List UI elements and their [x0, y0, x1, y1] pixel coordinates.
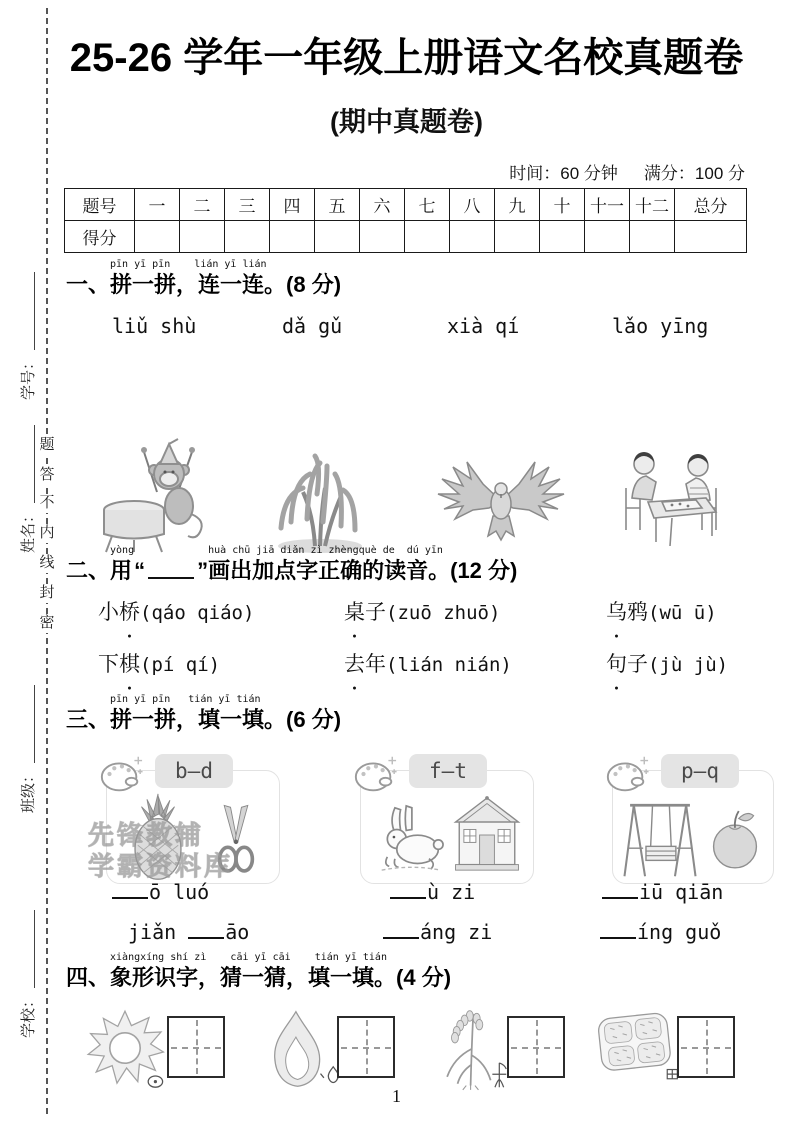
margin-name: [16, 393, 38, 553]
q2-word-pre: 下: [98, 653, 119, 676]
header-cell: 十: [540, 189, 585, 221]
page-subtitle: (期中真题卷): [330, 107, 483, 137]
q3-score: (6 分): [286, 707, 342, 732]
score-cell[interactable]: [495, 221, 540, 253]
page-number: 1: [392, 1086, 401, 1106]
q3-pinyin: pīn yī pīn tián yī tián: [110, 694, 261, 705]
house-image: [450, 792, 524, 878]
score-cell[interactable]: [585, 221, 630, 253]
q2-item-wuya: [606, 596, 717, 626]
q2-dotted-char: 句 ●: [606, 648, 627, 678]
score-cell[interactable]: [405, 221, 450, 253]
q3-blank[interactable]: [602, 880, 723, 904]
q3-blank[interactable]: [112, 880, 209, 904]
q1-score: (8 分): [286, 272, 342, 297]
q2-options[interactable]: (qáo qiáo): [140, 602, 255, 624]
class-label: 班级：: [19, 767, 37, 813]
q2-dotted-char: 去 ●: [344, 648, 365, 678]
q3-blank-text: íng guǒ: [637, 920, 722, 944]
q3-chip-pq: p—q: [661, 754, 739, 788]
q3-header: [66, 695, 341, 732]
header-cell: 十一: [585, 189, 630, 221]
pineapple-image: [128, 792, 188, 882]
q2-item-xiaoqiao: [98, 596, 254, 626]
q3-blank-pre: jiǎn: [128, 920, 189, 944]
header-cell: 二: [180, 189, 225, 221]
q2-quote-blank-line[interactable]: [148, 573, 194, 579]
field-pictograph-image: [595, 1010, 679, 1082]
q2-item-qunian: [344, 648, 512, 678]
q4-score: (4 分): [396, 965, 452, 990]
q2-word-post: 子: [627, 653, 648, 676]
seal-char: 线: [39, 554, 55, 571]
student-id-label: 学号：: [19, 354, 37, 400]
rabbit-image: [374, 804, 446, 872]
q2-options[interactable]: (zuō zhuō): [386, 602, 501, 624]
q3-blank-text: ō luó: [149, 880, 210, 904]
q2-word-pre: 小: [98, 601, 119, 624]
willow-tree-image[interactable]: [264, 436, 376, 554]
score-table-score-row: [65, 221, 747, 253]
writing-grid-box[interactable]: [337, 1016, 395, 1078]
q2-options[interactable]: (pí qí): [140, 654, 221, 676]
q3-blank-text: iū qiān: [639, 880, 724, 904]
swing-image: [620, 794, 700, 880]
q1-word-xiaqi[interactable]: xià qí: [447, 314, 520, 338]
q2-number: 二、: [66, 558, 111, 583]
q2-word-post: 鸦: [627, 601, 648, 624]
exam-info-line: [509, 159, 745, 184]
header-cell: 八: [450, 189, 495, 221]
q1-title: 拼一拼，连一连。: [110, 272, 287, 297]
score-cell[interactable]: [675, 221, 747, 253]
header-cell: 题号: [65, 189, 135, 221]
margin-student-id: [16, 240, 38, 400]
q2-dotted-char: 桥 ●: [119, 596, 140, 626]
score-cell[interactable]: [180, 221, 225, 253]
q3-chip-ft: f—t: [409, 754, 487, 788]
q3-blank-text: ù zi: [427, 880, 476, 904]
q4-pinyin: xiàngxíng shí zì cāi yī cāi tián yī tián: [110, 952, 387, 963]
seal-char: 密: [39, 614, 55, 631]
q1-header: [66, 260, 341, 297]
q3-title: 拼一拼，填一填。: [110, 707, 287, 732]
monkey-drum-image[interactable]: [86, 426, 234, 554]
q2-quote-close: ”: [197, 558, 209, 583]
writing-grid-box[interactable]: [677, 1016, 735, 1078]
writing-grid-box[interactable]: [507, 1016, 565, 1078]
palette-icon: [98, 751, 144, 797]
palette-icon: [352, 751, 398, 797]
margin-class: [16, 653, 38, 813]
watermark-line1: 先锋教辅: [88, 820, 205, 850]
q2-title: 画出加点字正确的读音。: [208, 558, 451, 583]
score-cell[interactable]: [315, 221, 360, 253]
q3-blank[interactable]: [383, 920, 492, 944]
q3-blank[interactable]: [128, 920, 249, 944]
scissors-image: [212, 800, 260, 880]
score-cell[interactable]: [630, 221, 675, 253]
eagle-image[interactable]: [430, 446, 572, 548]
watermark-line2: 学霸资料库: [88, 851, 234, 882]
q2-pinyin-yong: yòng: [110, 545, 135, 556]
header-cell: 四: [270, 189, 315, 221]
margin-school: [16, 878, 38, 1038]
header-cell: 六: [360, 189, 405, 221]
writing-grid-box[interactable]: [167, 1016, 225, 1078]
header-cell: 总分: [675, 189, 747, 221]
q2-options[interactable]: (wū ū): [648, 602, 717, 624]
header-cell: 九: [495, 189, 540, 221]
q3-blank[interactable]: [390, 880, 475, 904]
header-cell: 三: [225, 189, 270, 221]
q1-word-liushu[interactable]: liǔ shù: [112, 314, 197, 338]
school-label: 学校：: [19, 992, 37, 1038]
palette-icon: [604, 751, 650, 797]
q2-dotted-char: 乌 ●: [606, 596, 627, 626]
student-id-blank-line[interactable]: [20, 272, 35, 350]
q1-pinyin: pīn yī pīn lián yī lián: [110, 259, 267, 270]
score-cell[interactable]: [270, 221, 315, 253]
score-cell[interactable]: [360, 221, 405, 253]
q2-score: (12 分): [450, 558, 518, 583]
q3-blank[interactable]: [600, 920, 721, 944]
q2-word-post: 子: [365, 601, 386, 624]
q2-pinyin-rest: huà chū jiā diǎn zì zhèngquè de dú yīn: [208, 545, 443, 556]
time-limit: 时间：60 分钟: [509, 164, 618, 183]
q4-number: 四、: [66, 965, 111, 990]
q1-word-dagu[interactable]: dǎ gǔ: [282, 314, 343, 338]
page-title: 25-26 学年一年级上册语文名校真题卷: [69, 36, 744, 80]
score-cell[interactable]: [450, 221, 495, 253]
class-blank-line[interactable]: [20, 685, 35, 763]
header-cell: 七: [405, 189, 450, 221]
seal-char: 题: [39, 436, 55, 453]
score-table-header-row: [65, 189, 747, 221]
q2-item-zhuozi: [344, 596, 500, 626]
seal-char: 封: [39, 584, 55, 601]
score-cell[interactable]: [225, 221, 270, 253]
score-cell[interactable]: [540, 221, 585, 253]
score-table: [64, 188, 747, 253]
q3-blank-text: āo: [225, 920, 250, 944]
q2-word-yong: 用: [110, 558, 133, 583]
q4-title: 象形识字，猜一猜，填一填。: [110, 965, 397, 990]
q1-number: 一、: [66, 272, 111, 297]
sun-pictograph-image: [85, 1008, 165, 1092]
q2-options[interactable]: (jù jù): [648, 654, 729, 676]
q2-dotted-char: 桌 ●: [344, 596, 365, 626]
seal-char: 不: [39, 494, 55, 511]
score-row-label: 得分: [65, 221, 135, 253]
q2-item-xiaqi: [98, 648, 220, 678]
header-cell: 一: [135, 189, 180, 221]
q2-options[interactable]: (lián nián): [386, 654, 512, 676]
q1-word-laoying[interactable]: lǎo yīng: [612, 314, 709, 338]
name-label: 姓名：: [19, 507, 37, 553]
header-cell: 五: [315, 189, 360, 221]
name-blank-line[interactable]: [20, 425, 35, 503]
q2-word-post: 年: [365, 653, 386, 676]
q2-header: [66, 546, 517, 583]
wheat-pictograph-image: [428, 1006, 508, 1092]
q2-quote-open: “: [134, 558, 146, 583]
q3-blank-text: áng zi: [420, 920, 493, 944]
seal-char: 答: [39, 466, 55, 483]
school-blank-line[interactable]: [20, 910, 35, 988]
q3-chip-bd: b—d: [155, 754, 233, 788]
score-cell[interactable]: [135, 221, 180, 253]
fire-pictograph-image: [262, 1006, 340, 1092]
full-score: 满分：100 分: [643, 164, 745, 183]
q2-dotted-char: 棋 ●: [119, 648, 140, 678]
seal-char: 内: [39, 524, 55, 541]
header-cell: 十二: [630, 189, 675, 221]
kids-playing-chess-image[interactable]: [610, 436, 732, 552]
q3-number: 三、: [66, 707, 111, 732]
q4-header: [66, 953, 451, 990]
apple-image: [708, 806, 762, 872]
q2-item-juzi: [606, 648, 728, 678]
